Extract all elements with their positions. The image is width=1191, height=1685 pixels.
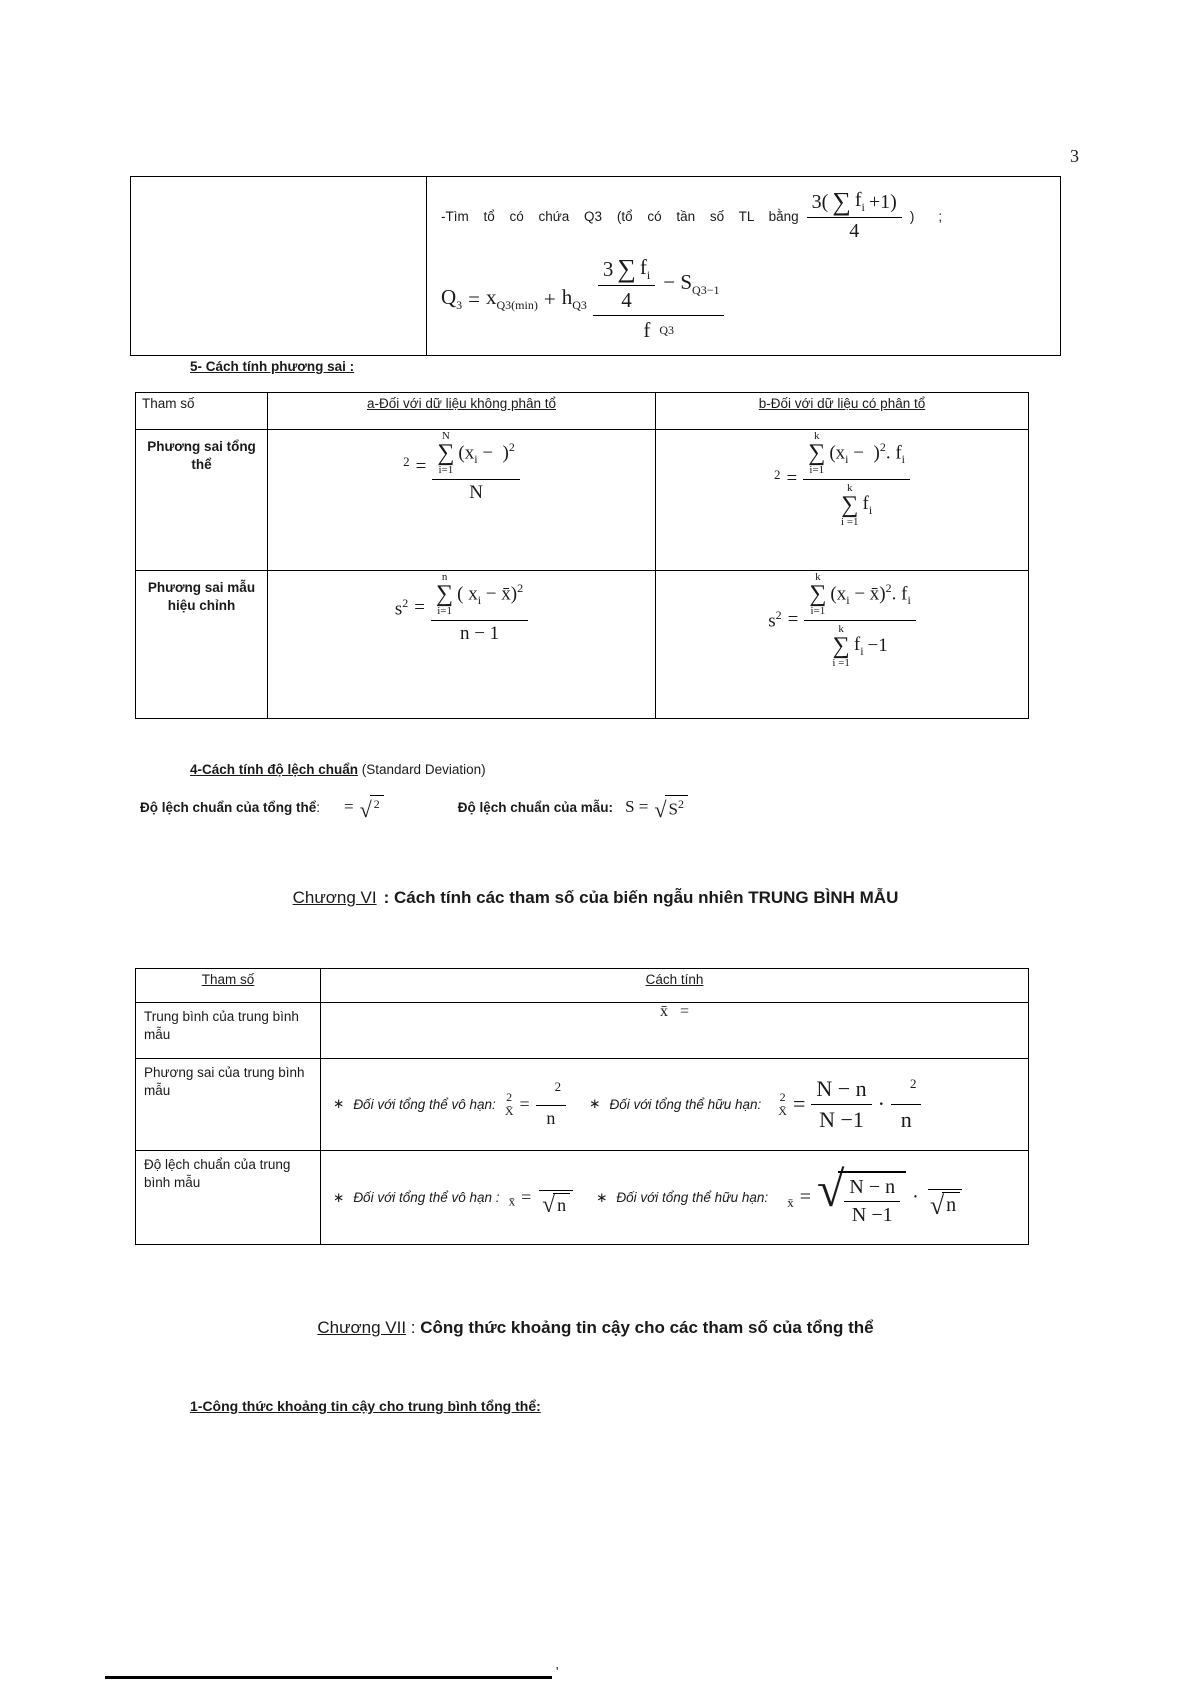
q3-table-row [131,177,1061,356]
header-param-label: Tham số [142,396,195,411]
sample-stddev-formula [625,795,688,820]
square-root [542,1192,570,1219]
dot-operator: · [877,1091,885,1117]
header-ungrouped-cell [268,393,656,430]
sample-variance-label-cell [136,571,268,719]
fraction [891,1076,922,1133]
variance-infinite-formula [505,1079,566,1129]
superscript-2: 2 [402,595,409,610]
sum-upper-limit: k [814,430,820,442]
sigma-sum-icon: ∑ [808,439,826,466]
equals-sign: = [521,1187,532,1207]
summation [808,430,825,477]
sum-lower-limit: i=1 [437,605,452,618]
lhs-sigma2-xbar [505,1091,514,1117]
pop-variance-label: Phương sai tổng thể [147,439,256,473]
q3-content-cell [427,177,1061,356]
subscript-xbar: x̄ [787,1194,794,1210]
big-square-root [816,1160,906,1230]
radicand-n: n [942,1192,960,1217]
sigma-sum-icon: ∑ [436,580,454,607]
mean-formula [660,1003,689,1021]
subscript-i: i [474,452,478,466]
subscript-i: i [901,452,905,466]
header-grouped-label: b-Đối với dữ liệu có phân tổ [758,396,926,411]
sum-upper-limit: k [847,481,853,494]
q3-main-fraction [593,255,725,343]
summation [841,482,859,529]
f-i-term: $f_i$ [854,189,865,214]
variance-header-row [136,393,1029,430]
mean-label-cell [136,1003,321,1059]
f-i-term: $f_i$ [853,633,864,658]
asterisk-operator: ∗ [589,1096,601,1112]
asterisk-operator: ∗ [596,1189,608,1205]
subscript-i: i [477,593,482,607]
f-i-term: $f_i$ [862,492,873,517]
dot-operator: · [912,1186,919,1208]
expression: $(x_i - )^2$ [458,439,515,466]
find-q3-text: -Tìm tổ có chứa Q3 (tổ có tần số TL bằng [441,208,799,224]
expression: ( $x_i$ − x̄)$^2$ [457,580,524,607]
sample-mean-table [135,968,1029,1245]
stddev-definitions-line [140,795,688,820]
lhs-sigma-squared [774,467,781,492]
stddev-formulas [321,1160,1028,1236]
sigma-sum-icon: ∑ [437,439,455,466]
asterisk-operator: ∗ [333,1096,345,1112]
chapter-vii-label: Chương VII [317,1318,407,1337]
superscript-2: 2 [774,466,781,482]
fraction [536,1079,567,1129]
equals-sign: = [787,609,799,631]
square-root [929,1190,960,1220]
q3-formula [441,255,724,343]
equals-sign: = [468,286,481,311]
expression: ($x_i$ − x̄)$^2$. $f_i$ [830,580,911,607]
square-root [654,795,688,820]
population-variance-row [136,430,1029,571]
equals-sign: = [786,468,798,490]
sqrt-icon: √ [654,796,667,822]
sample-stddev-label: Độ lệch chuẩn của mẫu: [457,799,614,815]
variance-label: Phương sai của trung bình mẫu [144,1065,305,1099]
subscript-q3: Q3 [659,323,674,338]
sigma-sum-icon: ∑ [832,187,851,216]
subscript-i: i [846,593,850,607]
subscript-3: 3 [456,298,463,313]
superscript-2: 2 [879,439,886,454]
superscript-2: 2 [779,1090,786,1105]
summation [832,623,850,670]
num-prefix: 3( [811,190,829,213]
summation [437,430,454,477]
subscript-i: i [868,502,873,517]
fraction [431,571,528,645]
superscript-2: 2 [508,439,515,454]
superscript-2: 2 [403,454,410,470]
sum-upper-limit: N [441,430,450,442]
find-q3-line [441,189,1046,243]
sample-variance-row [136,571,1029,719]
pop-variance-ungrouped-cell [268,430,656,571]
chapter-vi-label: Chương VI [292,888,377,907]
coefficient: 3 [602,256,614,281]
fraction [804,571,916,670]
section-1-heading: 1-Công thức khoảng tin cậy cho trung bình tổng thể: [190,1398,541,1414]
sample-variance-ungrouped-formula [395,571,528,645]
square-root [360,795,384,820]
f-i-term: $f_i$ [639,255,651,283]
next-table-top-border [105,1676,552,1679]
sum-lower-limit: i=1 [438,464,454,477]
subscript-q3-1: Q3−1 [692,283,720,298]
sigma-sum-icon: ∑ [841,491,859,518]
superscript-2: 2 [517,580,524,595]
pop-variance-label-cell [136,430,268,571]
summation [809,571,826,618]
q3-table [130,176,1061,356]
sample-variance-grouped-cell [656,571,1029,719]
inner-fraction [598,255,655,313]
sample-variance-grouped-formula [768,571,916,670]
superscript-2: 2 [506,1090,513,1105]
sample-variance-ungrouped-cell [268,571,656,719]
chapter-vi-title: : Cách tính các tham số của biến ngẫu nhiên TRUNG BÌNH MẪU [383,888,899,907]
section-4-subtitle: (Standard Deviation) [358,762,486,777]
denominator: N −1 [819,1106,864,1132]
sum-lower-limit: i=1 [810,605,826,618]
pop-stddev-formula [344,795,384,820]
mean-formula-cell [321,1003,1029,1059]
infinite-population-label: Đối với tổng thể vô hạn : [353,1190,500,1205]
stddev-label: Độ lệch chuẩn của trung bình mẫu [144,1157,291,1191]
sqrt-icon: √ [542,1192,556,1219]
stddev-infinite-formula [508,1179,576,1219]
sum-lower-limit: i =1 [832,657,850,670]
lhs-sigma-squared [403,454,410,479]
lhs-s-squared: $s^2$ [394,595,409,620]
asterisk-operator: ∗ [333,1189,345,1205]
denominator: 4 [849,220,860,242]
stddev-formula-cell [321,1151,1029,1245]
sqrt-icon: √ [359,796,372,822]
plus-sign: + [543,286,556,311]
superscript-2: 2 [885,580,892,595]
mean-of-sample-mean-row [136,1003,1029,1059]
pop-variance-grouped-cell [656,430,1029,571]
q3-term: $Q_3$ [441,285,463,313]
pop-stddev-label: Độ lệch chuẩn của tổng thể: [140,799,321,815]
subscript-i: i [646,268,651,283]
fraction [844,1176,900,1227]
denominator: 4 [621,288,632,313]
sqrt-icon: √ [816,1160,845,1217]
sum-lower-limit: i =1 [841,516,859,529]
equals-sign: = [519,1093,530,1114]
equals-sign: = [792,1091,806,1117]
minus-one: −1 [867,635,888,657]
stddev-label-cell [136,1151,321,1245]
mean-label: Trung bình của trung bình mẫu [144,1009,299,1043]
equals-sign: = [799,1186,811,1208]
x-bar: x̄ [659,1003,668,1020]
variance-label-cell [136,1059,321,1151]
fraction [432,430,520,504]
header-ungrouped-label: a-Đối với dữ liệu không phân tổ [367,396,556,411]
superscript-2: 2 [373,797,380,811]
numerator: N − n [844,1176,900,1202]
header-param-label: Tham số [201,972,255,987]
denominator: n [900,1107,912,1133]
lhs-s-squared: $s^2$ [768,608,782,632]
finite-population-label: Đối với tổng thể hữu hạn: [616,1190,769,1205]
minus-s-term: − $S_{Q3-1}$ [663,270,720,298]
lhs-sigma-xbar [787,1185,794,1211]
sum-lower-limit: i=1 [809,464,825,477]
fraction [537,1179,575,1219]
numerator: N − n [811,1076,871,1105]
subscript-q3min: Q3(min) [496,298,538,313]
subscript-i: i [907,593,911,607]
equals-sign: = [344,797,354,817]
variance-of-sample-mean-row [136,1059,1029,1151]
denominator: n − 1 [459,622,500,644]
page-number: 3 [1070,146,1079,166]
chapter-vi-heading [0,888,1191,908]
stddev-of-sample-mean-row [136,1151,1029,1245]
h-term: $h_{Q3}$ [561,285,587,313]
superscript-2: 2 [677,797,684,811]
pop-variance-ungrouped-formula [403,430,520,504]
chapter-vii-title: Công thức khoảng tin cậy cho các tham số của tổng thể [420,1318,874,1337]
radicand-s: S [668,799,678,819]
s-equals: S = [625,797,649,817]
denominator: n [546,1108,556,1129]
num-suffix: +1) [868,190,897,213]
denominator-f-q3: f Q3 [643,318,674,343]
infinite-population-label: Đối với tổng thể vô hạn: [353,1096,496,1112]
stray-apostrophe: ' [556,1664,559,1679]
variance-formula-cell [321,1059,1029,1151]
sigma-sum-icon: ∑ [617,254,636,284]
chapter-vii-heading [0,1318,1191,1338]
variance-finite-formula [778,1076,921,1133]
equals-sign: = [679,1003,690,1020]
equals-sign: = [414,596,426,618]
superscript-2: 2 [775,608,782,623]
denominator: N −1 [851,1203,893,1226]
denominator: N [469,481,483,503]
header-method-label: Cách tính [645,972,704,987]
sum-upper-limit: k [838,622,844,635]
expression: $(x_i - )^2$. $f_i$ [829,439,905,466]
colon: : [316,799,321,815]
numerator-sigma [539,1179,573,1191]
q3-empty-cell [131,177,427,356]
subscript-q3: Q3 [572,298,587,313]
header-method-cell [321,969,1029,1003]
sigma-sum-icon: ∑ [809,580,827,607]
fraction [803,430,910,529]
subscript-xbar: X̄ [778,1103,787,1118]
fraction [925,1178,965,1220]
sqrt-icon: √ [929,1190,945,1220]
finite-population-label: Đối với tổng thể hữu hạn: [609,1096,762,1112]
sum-upper-limit: k [815,571,821,583]
pop-variance-grouped-formula [774,430,910,529]
section-4-heading [190,762,486,777]
variance-table [135,392,1029,719]
radicand-n: n [553,1193,570,1216]
sample-variance-label: Phương sai mẫu hiệu chỉnh [147,580,256,614]
subscript-i: i [845,452,849,466]
section-5-heading: 5- Cách tính phương sai : [190,359,355,374]
lhs-sigma-xbar [509,1185,516,1210]
section-4-title: 4-Cách tính độ lệch chuẩn [190,762,359,777]
sum-upper-limit: n [441,571,448,583]
subscript-i: i [860,643,864,658]
subscript-i: i [861,200,865,214]
variance-formulas [321,1070,1028,1139]
subscript-xbar: x̄ [508,1193,516,1209]
semicolon: ; [938,208,943,224]
mean-table-header-row [136,969,1029,1003]
tally-fraction [807,189,902,243]
header-param-cell [136,393,268,430]
chapter-vii-separator: : [406,1318,421,1337]
summation [436,571,453,618]
header-param-cell [136,969,321,1003]
close-paren: ) [909,208,915,224]
header-grouped-cell [656,393,1029,430]
stddev-finite-formula [787,1160,965,1230]
fraction [811,1076,871,1133]
subscript-xbar: X̄ [504,1103,514,1118]
numerator-sigma [928,1178,962,1190]
numerator-sigma2: 2 [554,1079,562,1095]
numerator-sigma2: 2 [909,1075,917,1091]
lhs-sigma2-xbar [778,1091,787,1117]
x-min-term: $x_{Q3(min)}$ [486,285,538,313]
equals-sign: = [415,455,427,477]
sigma-sum-icon: ∑ [832,632,850,659]
